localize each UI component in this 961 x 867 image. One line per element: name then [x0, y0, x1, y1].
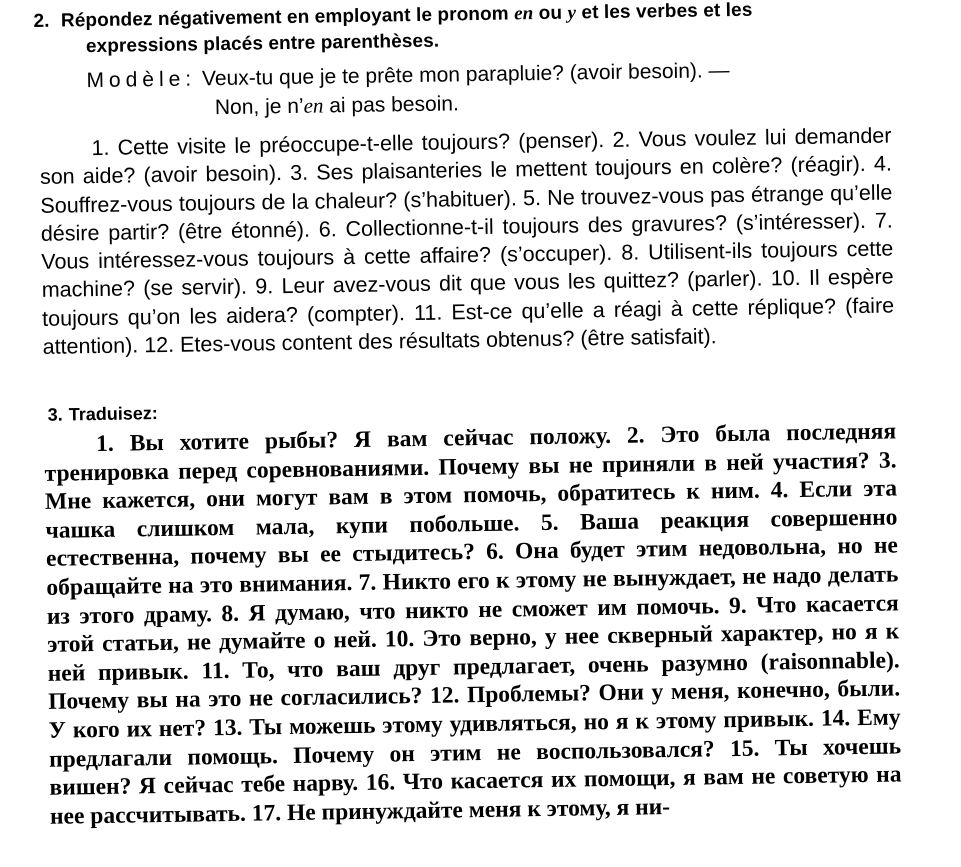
- exercise-3-heading: [48, 403, 158, 426]
- model-answer-part1: Non, je n’: [214, 94, 304, 120]
- exercise-2-instruction-line2: expressions placés entre parenthèses.: [85, 30, 440, 58]
- model-example: [86, 56, 730, 124]
- exercise-2-instruction-en: en: [513, 3, 534, 25]
- exercise-3-heading-text: Traduisez:: [68, 403, 158, 425]
- model-answer-part2: ai pas besoin.: [323, 92, 460, 118]
- exercise-3-number: 3.: [47, 404, 63, 425]
- model-label: Modèle:: [86, 67, 197, 93]
- exercise-2-instruction-part1: Répondez négativement en employant le pronom: [60, 3, 509, 32]
- model-answer: [87, 85, 731, 124]
- exercise-2-text: 1. Cette visite le préoccupe-t-elle toujours? (penser). 2. Vous voulez lui demander son aide? (avoir besoin). 3. Ses plaisanteries le mettent toujours en colère? (réagir). 4. Souffrez-vous toujours de la chaleur? (s’habituer). 5. Ne trouvez-vous pas étrange qu’elle désire partir? (être étonné). 6. Collectionne-t-il toujours des gravures? (s’intéresser). 7. Vous intéressez-vous toujours à cette affaire? (s’occuper). 8. Utilisent-ils toujours cette machine? (se servir). 9. Leur avez-vous dit que vous les quittez? (parler). 10. Il espère toujours qu’on les aidera? (compter). 11. Est-ce qu’elle a réagi à cette réplique? (faire attention). 12. Etes-vous content des résultats obtenus? (être satisfait).: [39, 123, 895, 359]
- exercise-2-heading: [33, 0, 753, 61]
- exercise-2-instruction-y: y: [567, 2, 577, 24]
- model-answer-en: en: [303, 93, 324, 118]
- model-question: Veux-tu que je te prête mon parapluie? (avoir besoin). —: [201, 59, 730, 91]
- exercise-3-text: 1. Вы хотите рыбы? Я вам сейчас положу. 2. Это была последняя тренировка перед соревнованиями. Почему вы не приняли в ней участия? 3. Мне кажется, они могут вам в этом помочь, обратитесь к ним. 4. Если эта чашка слишком мала, купи побольше. 5. Ваша реакция совершенно естественна, почему вы ее стыдитесь? 6. Она будет этим недовольна, но не обращайте на это внимания. 7. Никто его к этому не вынуждает, не надо делать из этого драму. 8. Я думаю, что никто не сможет им помочь. 9. Что касается этой статьи, не думайте о ней. 10. Это верно, у нее скверный характер, но я к ней привык. 11. То, что ваш друг предлагает, очень разумно (raisonnable). Почему вы на это не согласились? 12. Проблемы? Они у меня, конечно, были. У кого их нет? 13. Ты можешь этому удивляться, но я к этому привык. 14. Ему предлагали помощь. Почему он этим не воспользовался? 15. Ты хочешь вишен? Я сейчас тебе нарву. 16. Что касается их помощи, я вам не советую на нее рассчитывать. 17. Не принуждайте меня к этому, я ни-: [44, 418, 902, 830]
- exercise-2-instruction-ou: ou: [538, 2, 563, 25]
- exercise-2-instruction-part2: et les verbes et les: [581, 0, 753, 24]
- exercise-2-number: 2.: [33, 10, 50, 32]
